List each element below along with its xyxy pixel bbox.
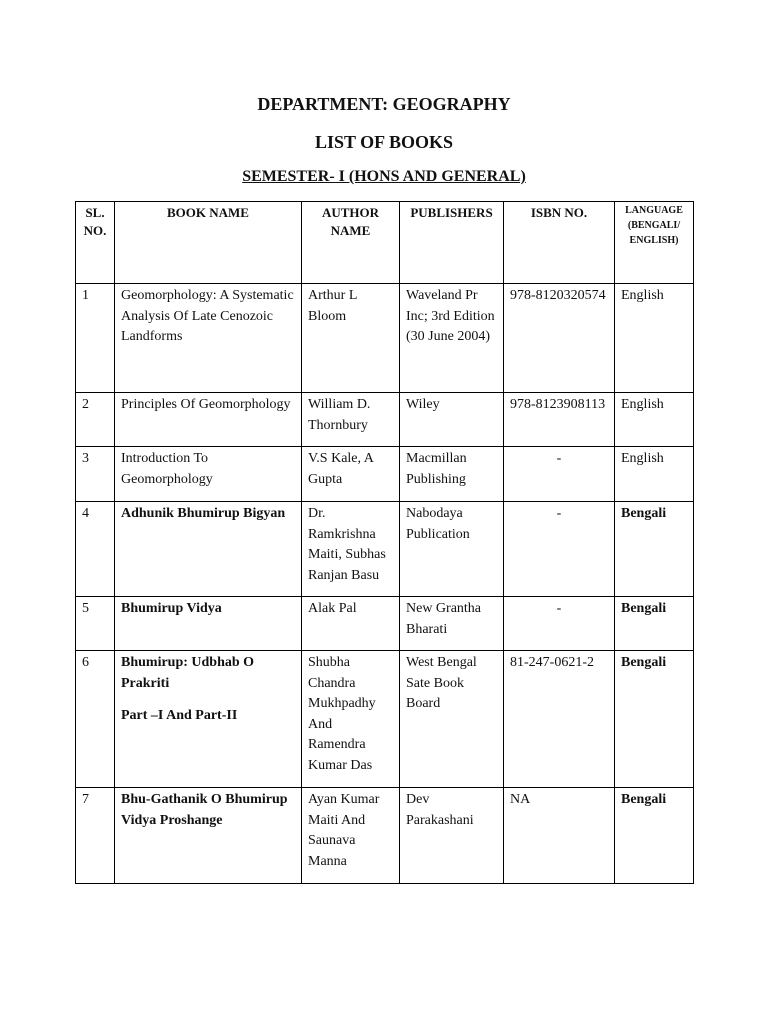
cell-book-name: Principles Of Geomorphology <box>115 393 302 447</box>
cell-language: English <box>615 393 694 447</box>
col-header-book-name: BOOK NAME <box>115 202 302 284</box>
col-header-language: LANGUAGE (BENGALI/ ENGLISH) <box>615 202 694 284</box>
col-header-author-name: AUTHOR NAME <box>302 202 400 284</box>
table-row <box>76 597 694 651</box>
cell-author: V.S Kale, A Gupta <box>302 447 400 502</box>
cell-sl-no: 3 <box>76 447 115 502</box>
cell-book-name: Bhumirup Vidya <box>115 597 302 651</box>
cell-isbn: 81-247-0621-2 <box>504 651 615 788</box>
cell-sl-no: 1 <box>76 284 115 393</box>
table-row <box>76 447 694 502</box>
cell-author: William D. Thornbury <box>302 393 400 447</box>
table-row <box>76 651 694 788</box>
cell-publisher: Nabodaya Publication <box>400 502 504 597</box>
book-subtitle: Part –I And Part-II <box>121 708 238 724</box>
cell-isbn: - <box>504 597 615 651</box>
cell-language: English <box>615 284 694 393</box>
cell-book-name: Adhunik Bhumirup Bigyan <box>115 502 302 597</box>
cell-isbn: 978-8123908113 <box>504 393 615 447</box>
cell-publisher: Macmillan Publishing <box>400 447 504 502</box>
cell-book-name: Introduction To Geomorphology <box>115 447 302 502</box>
cell-isbn: - <box>504 502 615 597</box>
cell-publisher: Wiley <box>400 393 504 447</box>
department-heading: DEPARTMENT: GEOGRAPHY <box>257 94 511 114</box>
cell-author: Arthur L Bloom <box>302 284 400 393</box>
semester-heading: SEMESTER- I (HONS AND GENERAL) <box>242 168 526 185</box>
cell-language: Bengali <box>615 502 694 597</box>
cell-sl-no: 6 <box>76 651 115 788</box>
col-header-sl-no: SL. NO. <box>76 202 115 284</box>
cell-language: Bengali <box>615 651 694 788</box>
cell-sl-no: 4 <box>76 502 115 597</box>
table-header-row <box>76 202 694 284</box>
cell-isbn: - <box>504 447 615 502</box>
cell-book-name <box>115 651 302 788</box>
cell-book-name: Bhu-Gathanik O Bhumirup Vidya Proshange <box>115 788 302 884</box>
cell-sl-no: 2 <box>76 393 115 447</box>
list-title: LIST OF BOOKS <box>314 132 454 152</box>
cell-sl-no: 5 <box>76 597 115 651</box>
cell-isbn: 978-8120320574 <box>504 284 615 393</box>
col-header-isbn: ISBN NO. <box>504 202 615 284</box>
col-header-publishers: PUBLISHERS <box>400 202 504 284</box>
cell-book-name: Geomorphology: A Systematic Analysis Of Late Cenozoic Landforms <box>115 284 302 393</box>
cell-author: Dr. Ramkrishna Maiti, Subhas Ranjan Basu <box>302 502 400 597</box>
cell-publisher: Dev Parakashani <box>400 788 504 884</box>
cell-language: English <box>615 447 694 502</box>
book-title: Bhumirup: Udbhab O Prakriti <box>121 655 255 691</box>
table-row <box>76 284 694 393</box>
table-row <box>76 788 694 884</box>
cell-author: Shubha Chandra Mukhpadhy And Ramendra Kumar Das <box>302 651 400 788</box>
cell-author: Alak Pal <box>302 597 400 651</box>
cell-publisher: West Bengal Sate Book Board <box>400 651 504 788</box>
cell-language: Bengali <box>615 597 694 651</box>
cell-publisher: New Grantha Bharati <box>400 597 504 651</box>
cell-publisher: Waveland Pr Inc; 3rd Edition (30 June 2004) <box>400 284 504 393</box>
table-row <box>76 393 694 447</box>
cell-author: Ayan Kumar Maiti And Saunava Manna <box>302 788 400 884</box>
books-table <box>75 201 694 884</box>
cell-sl-no: 7 <box>76 788 115 884</box>
cell-language: Bengali <box>615 788 694 884</box>
cell-isbn: NA <box>504 788 615 884</box>
table-row <box>76 502 694 597</box>
